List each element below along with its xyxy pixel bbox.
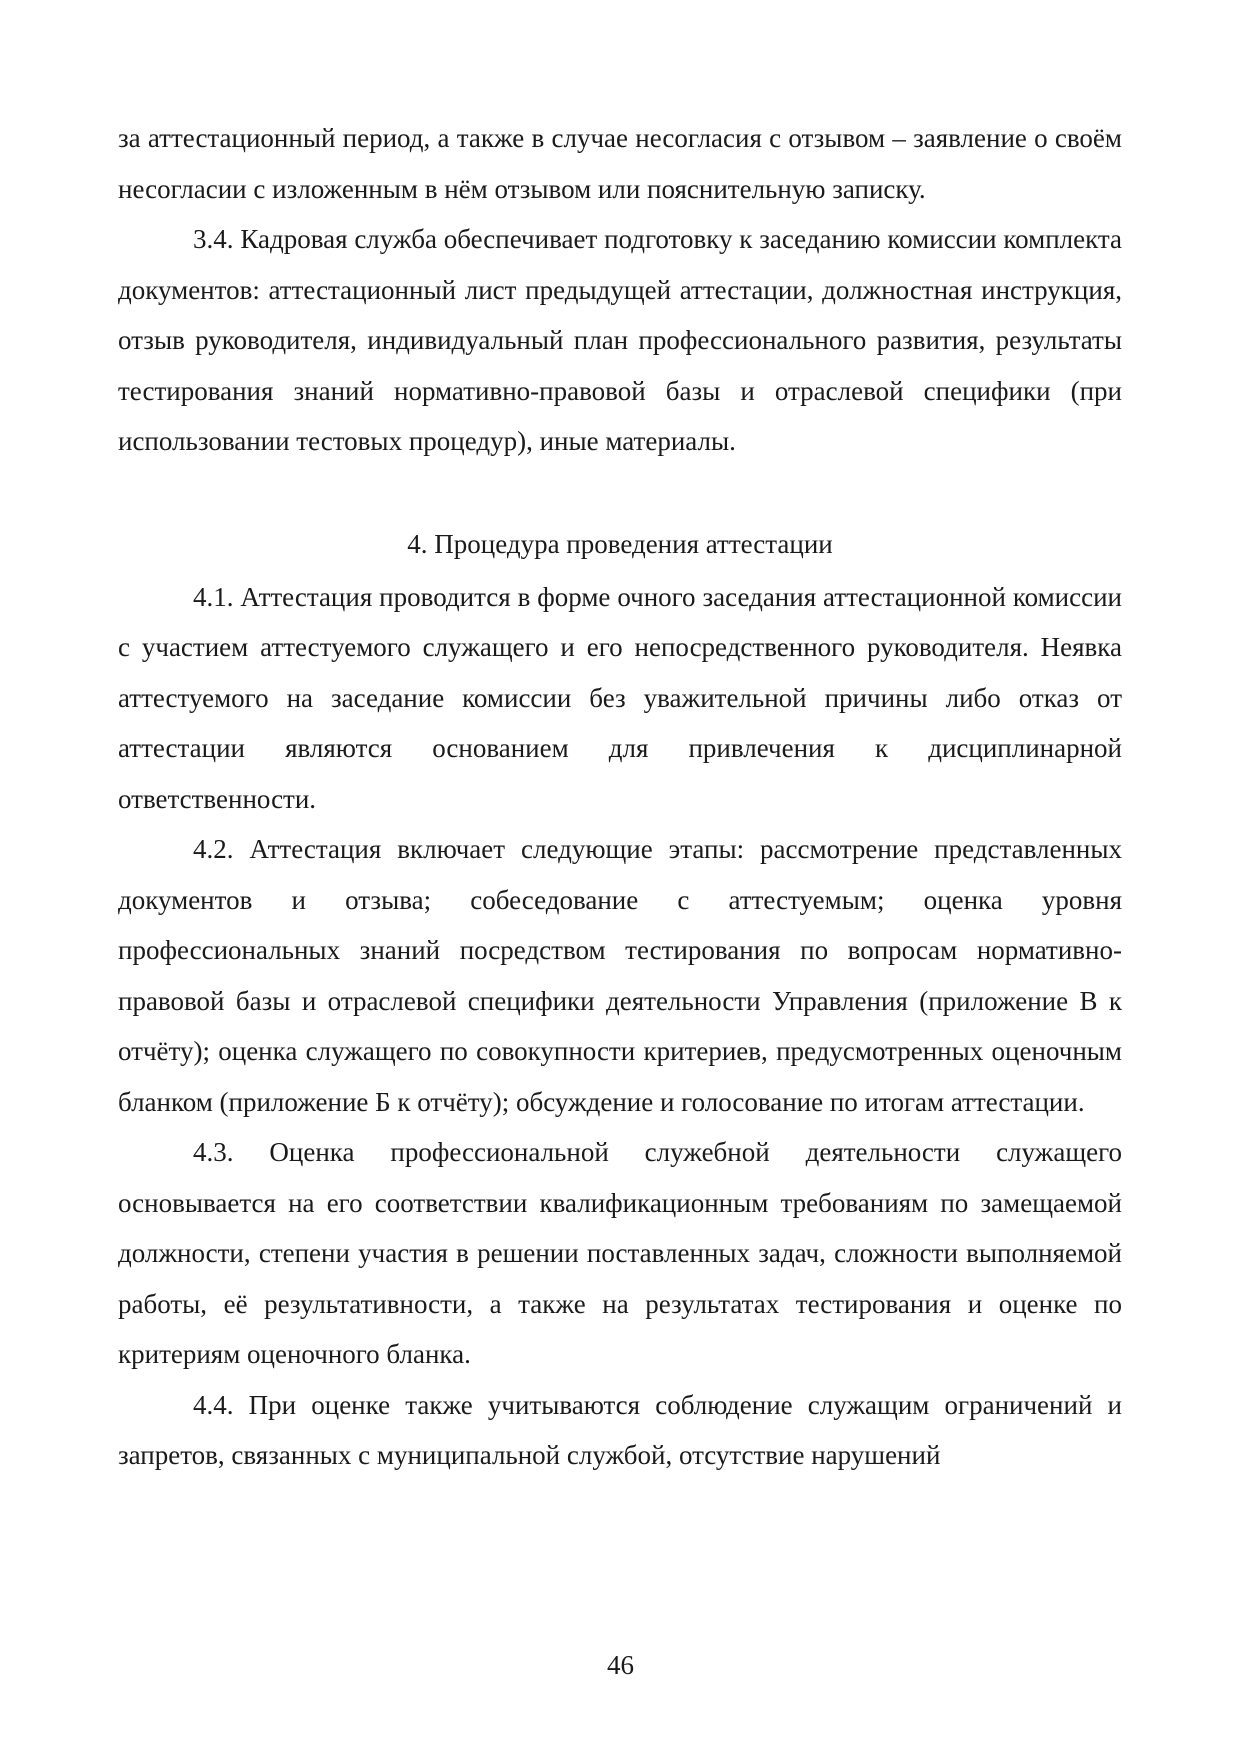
paragraph-continuation: за аттестационный период, а также в случае несогласия с отзывом – заявление о своём несогласии с изложенным в нём отзывом или пояснительную записку. <box>118 123 1122 204</box>
page-number: 46 <box>607 1650 634 1680</box>
paragraph-4-1: 4.1. Аттестация проводится в форме очного заседания аттестационной комиссии с участием аттестуемого служащего и его непосредственного руководителя. Неявка аттестуемого на заседание комиссии без уважительной причины либо отказ от аттестации являются основанием для привлечения к дисциплинарной ответственности. <box>118 581 1122 814</box>
paragraph-3-4: 3.4. Кадровая служба обеспечивает подготовку к заседанию комиссии комплекта документов: аттестационный лист предыдущей аттестации, должностная инструкция, отзыв руководителя, индивидуальный план профессионального развития, результаты тестирования знаний нормативно-правовой базы и отраслевой специфики (при использовании тестовых процедур), иные материалы. <box>118 224 1122 456</box>
paragraph-4-2: 4.2. Аттестация включает следующие этапы: рассмотрение представленных документов и отзыва; собеседование с аттестуемым; оценка уровня профессиональных знаний посредством тестирования по вопросам нормативно-правовой базы и отраслевой специфики деятельности Управления (приложение В к отчёту); оценка служащего по совокупности критериев, предусмотренных оценочным бланком (приложение Б к отчёту); обсуждение и голосование по итогам аттестации. <box>118 834 1122 1117</box>
page-body <box>118 113 1122 1481</box>
paragraph-4-4: 4.4. При оценке также учитываются соблюдение служащим ограничений и запретов, связанных с муниципальной службой, отсутствие нарушений <box>118 1389 1122 1470</box>
section-heading: 4. Процедура проведения аттестации <box>407 528 833 559</box>
paragraph-4-3: 4.3. Оценка профессиональной служебной деятельности служащего основывается на его соответствии квалификационным требованиям по замещаемой должности, степени участия в решении поставленных задач, сложности выполняемой работы, её результативности, а также на результатах тестирования и оценке по критериям оценочного бланка. <box>118 1137 1122 1369</box>
